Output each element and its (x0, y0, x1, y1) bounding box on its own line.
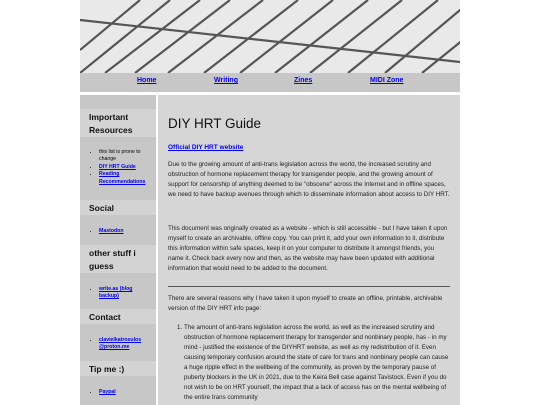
sidebar-list-social (80, 226, 156, 235)
sidebar-list-other (80, 284, 156, 301)
divider (168, 286, 450, 287)
nav-writing-link[interactable]: Writing (214, 77, 238, 84)
sidebar (80, 95, 156, 405)
nav-home-link[interactable]: Home (137, 77, 157, 84)
sidebar-heading-tip: Tip me :) (89, 364, 125, 374)
sidebar-list-important (80, 147, 156, 186)
sidebar-note: • this list is prone to change (99, 149, 151, 164)
nav-midi-zone-link[interactable]: MIDI Zone (370, 77, 404, 84)
top-navigation (80, 73, 460, 92)
diagonal-lines-graphic (80, 0, 460, 73)
intro-paragraph: Due to the growing amount of anti-trans legislation across the world, the increased scrutiny and obstruction of hormone replacement therapy for transgender people, and the growing amount of support for censorship of anything deemed to be "obscene" across the Internet and in offline spaces, we need to have backup avenues through which to disseminate information about access to DIY HRT. (168, 161, 450, 198)
sidebar-link-email[interactable]: clavielkatrosulos @proton.me (99, 337, 142, 351)
sidebar-link-paypal[interactable]: Paypal (99, 389, 116, 395)
sidebar-heading-social: Social (89, 203, 115, 213)
sidebar-list-tip (80, 387, 156, 396)
nav-zines-link[interactable]: Zines (294, 77, 313, 84)
sidebar-link-writeas[interactable]: write.as (blog backup) (99, 286, 133, 300)
sidebar-link-reading-recommendations[interactable]: Reading Recommendations (99, 171, 146, 185)
sidebar-link-mastodon[interactable]: Mastodon (99, 228, 124, 234)
header-banner (80, 0, 460, 73)
sidebar-list-contact (80, 335, 156, 352)
reasons-list (168, 323, 451, 403)
sidebar-section-tip (80, 361, 156, 376)
sidebar-heading-important: Important Resources (89, 112, 133, 135)
sidebar-section-important (80, 109, 156, 137)
sidebar-section-contact (80, 309, 156, 324)
sidebar-heading-other: other stuff i guess (89, 248, 136, 271)
sidebar-section-social (80, 200, 156, 215)
official-website-link[interactable]: Official DIY HRT website (168, 144, 244, 151)
reason-item: 1. The amount of anti-trans legislation across the world, as well as the increased scrutiny and obstruction of hormone replacement therapy for transgender and nonbinary people, has - in my mind - justified the existence of the DIYHRT website, as well as my redistribution of it. Even causing temporary confusion around the state of care for trans and nonbinary people can cause a huge ripple effect in the wellbeing of the community, as proven by the temporary pause of puberty blockers in the UK in 2021, due to the Keira Bell case against Tavistock. Even if you do not wish to be on HRT yourself, the impact that a lack of access has on the mental wellbeing of the entire trans community (184, 323, 451, 403)
sidebar-link-diy-hrt-guide[interactable]: DIY HRT Guide (99, 163, 136, 170)
sidebar-section-other (80, 245, 156, 273)
main-content (158, 95, 460, 405)
reasons-intro-paragraph: There are several reasons why I have taken it upon myself to create an offline, printable, archivable version of the DIY HRT info page: (168, 295, 443, 312)
page-title: DIY HRT Guide (168, 116, 262, 131)
document-paragraph: This document was originally created as a website - which is still accessible - but I have taken it upon myself to create an archivable, offline copy. You can print it, add your own information to it, distribute this information within safe spaces, keep it on your computer to distribute it amongst friends, you name it. Check back every now and then, as the website may have been updated with additional information that would need to be added to the document. (168, 225, 448, 272)
sidebar-heading-contact: Contact (89, 312, 121, 322)
